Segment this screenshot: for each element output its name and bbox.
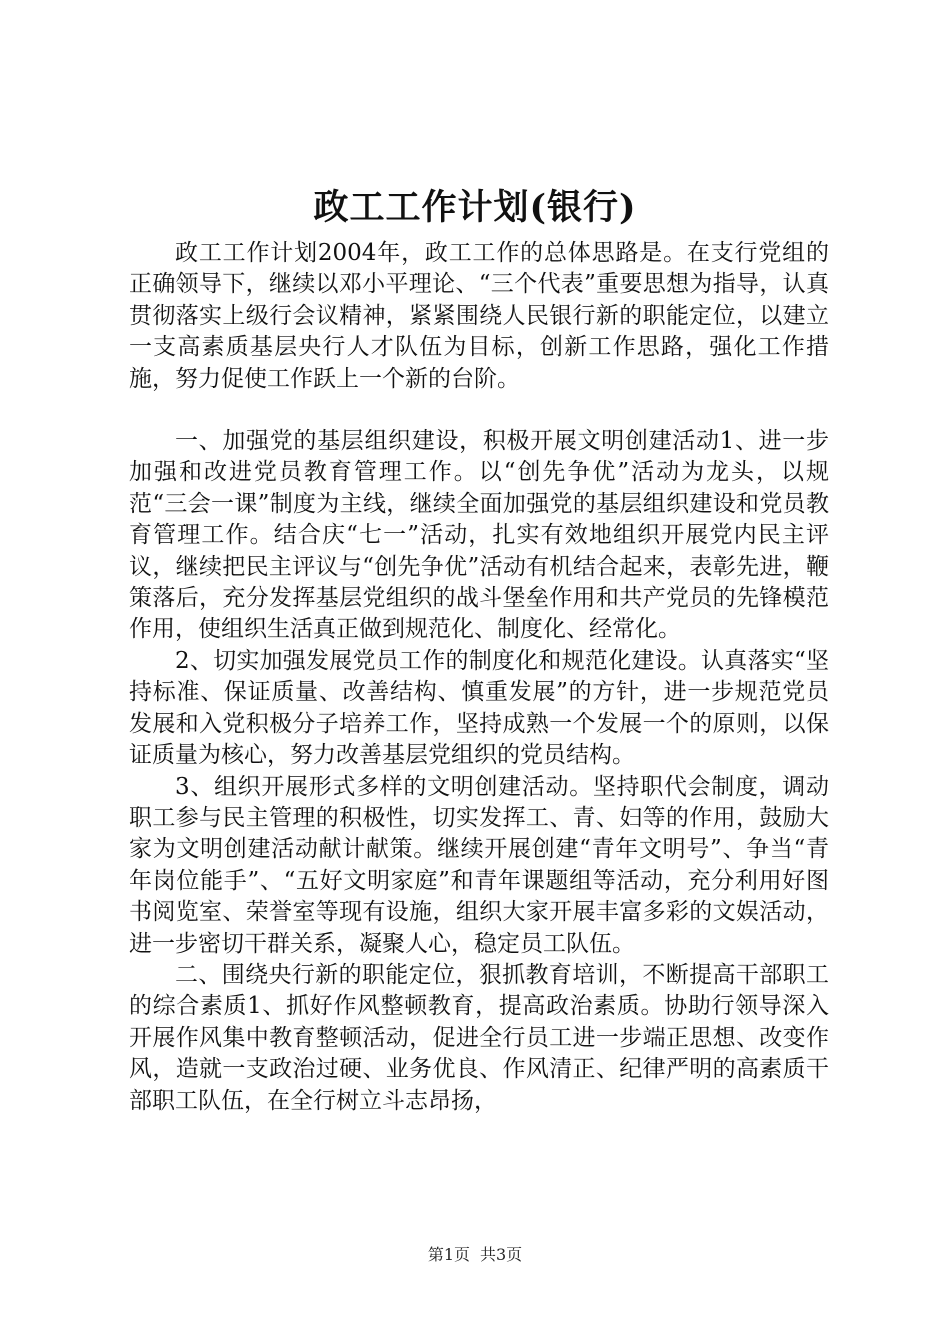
page-number-total: 共3页 (480, 1245, 523, 1264)
document-body (129, 238, 829, 1117)
document-title: 政工工作计划(银行) (313, 187, 637, 228)
paragraph-section-1: 一、加强党的基层组织建设，积极开展文明创建活动1、进一步加强和改进党员教育管理工作。以“创先争优”活动为龙头，以规范“三会一课”制度为主线，继续全面加强党的基层组织建设和党员教育管理工作。结合庆“七一”活动，扎实有效地组织开展党内民主评议，继续把民主评议与“创先争优”活动有机结合起来，表彰先进，鞭策落后，充分发挥基层党组织的战斗堡垒作用和共产党员的先锋模范作用，使组织生活真正做到规范化、制度化、经常化。 (129, 428, 829, 643)
paragraph-section-2: 二、围绕央行新的职能定位，狠抓教育培训，不断提高干部职工的综合素质1、抓好作风整顿教育，提高政治素质。协助行领导深入开展作风集中教育整顿活动，促进全行员工进一步端正思想、改变作风，造就一支政治过硬、业务优良、作风清正、纪律严明的高素质干部职工队伍，在全行树立斗志昂扬， (129, 961, 829, 1114)
paragraph-intro: 政工工作计划2004年，政工工作的总体思路是。在支行党组的正确领导下，继续以邓小平理论、“三个代表”重要思想为指导，认真贯彻落实上级行会议精神，紧紧围绕人民银行新的职能定位，以建立一支高素质基层央行人才队伍为目标，创新工作思路，强化工作措施，努力促使工作跃上一个新的台阶。 (129, 240, 829, 392)
page-number-current: 第1页 (427, 1245, 470, 1264)
paragraph-item-2: 2、切实加强发展党员工作的制度化和规范化建设。认真落实“坚持标准、保证质量、改善结构、慎重发展”的方针，进一步规范党员发展和入党积极分子培养工作，坚持成熟一个发展一个的原则，以保证质量为核心，努力改善基层党组织的党员结构。 (129, 647, 829, 769)
page-footer (0, 1244, 950, 1266)
paragraph-item-3: 3、组织开展形式多样的文明创建活动。坚持职代会制度，调动职工参与民主管理的积极性，切实发挥工、青、妇等的作用，鼓励大家为文明创建活动献计献策。继续开展创建“青年文明号”、争当“青年岗位能手”、“五好文明家庭”和青年课题组等活动，充分利用好图书阅览室、荣誉室等现有设施，组织大家开展丰富多彩的文娱活动，进一步密切干群关系，凝聚人心，稳定员工队伍。 (129, 773, 829, 957)
